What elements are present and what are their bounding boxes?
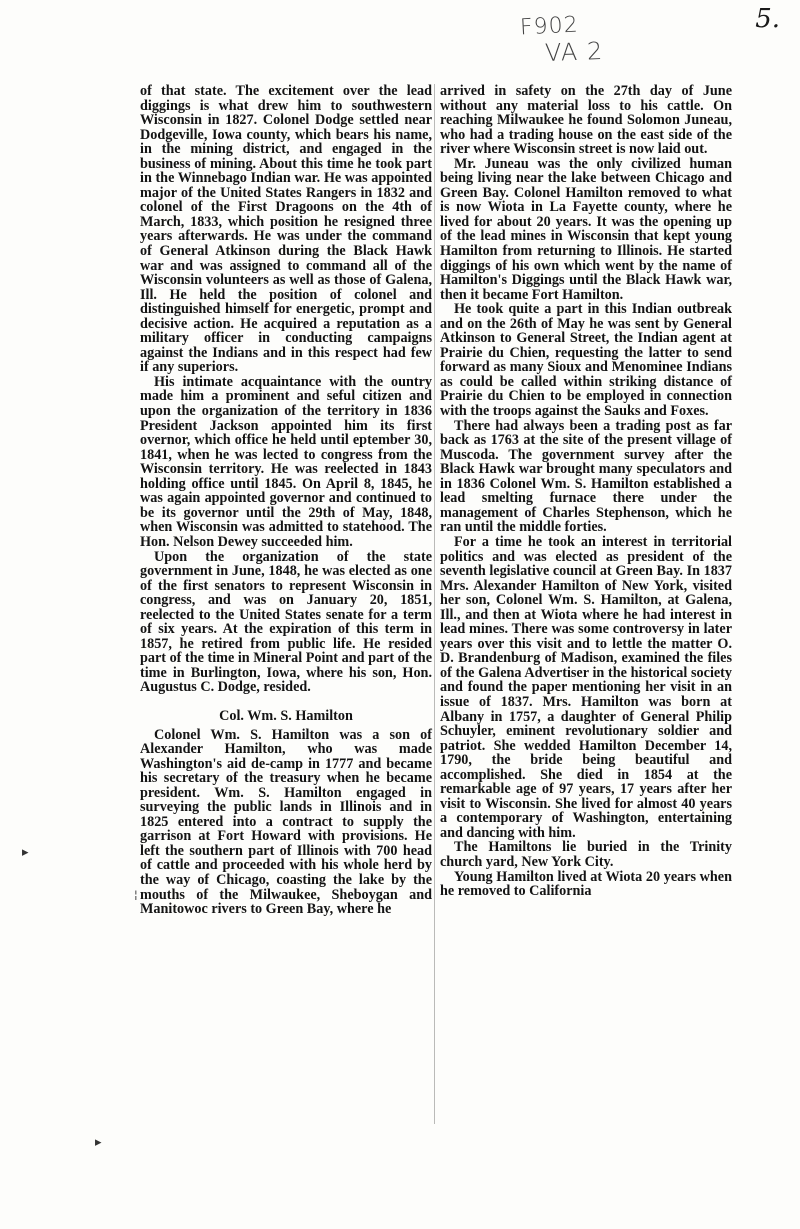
margin-mark: ¦ bbox=[134, 888, 138, 901]
article-paragraph: arrived in safety on the 27th day of June without any material loss to his cattle. On reaching Milwaukee he found Solomon Juneau, who had a trading house on the east side of the river where Wisconsin street is now laid out. bbox=[440, 83, 732, 158]
article-paragraph: The Hamiltons lie buried in the Trinity church yard, New York City. bbox=[440, 839, 732, 870]
article-paragraph: His intimate acquaintance with the ountry made him a prominent and seful citizen and upon the organization of the territory in 1836 President Jackson appointed him its first overnor, which office he held until eptember 30, 1841, when he was lected to congress from the Wisconsin territory. He was reelected in 1843 holding office until 1845. On April 8, 1845, he was again appointed governor and continued to be its governor until the 29th of May, 1848, when Wisconsin was admitted to statehood. The Hon. Nelson Dewey succeeded him. bbox=[140, 373, 432, 550]
page-number: 5. bbox=[755, 4, 780, 34]
handwritten-catalog-note: F902 bbox=[519, 12, 580, 41]
article-paragraph: Young Hamilton lived at Wiota 20 years when he removed to California bbox=[440, 868, 732, 900]
left-column bbox=[140, 84, 432, 917]
handwritten-volume-note: VA 2 bbox=[544, 36, 604, 68]
article-paragraph: of that state. The excitement over the lead diggings is what drew him to southwestern Wisconsin in 1827. Colonel Dodge settled near Dodgeville, Iowa county, which bears his name, in the mining district, and engaged in the business of mining. About this time he took part in the Winnebago Indian war. He was appointed major of the United States Rangers in 1832 and colonel of the First Dragoons on the 4th of March, 1833, which position he resigned three years afterwards. He was under the command of General Atkinson during the Black Hawk war and was assigned to command all of the Wisconsin volunteers as well as those of Galena, Ill. He held the position of colonel and distinguished himself for energetic, prompt and decisive action. He acquired a reputation as a military officer in conducting campaigns against the Indians and in this respect had few if any superiors. bbox=[140, 83, 432, 376]
article-paragraph: He took quite a part in this Indian outbreak and on the 26th of May he was sent by General Atkinson to General Street, the Indian agent at Prairie du Chien, requesting the latter to send forward as many Sioux and Menominee Indians as could be called within striking distance of Prairie du Chien to be employed in connection with the troops against the Sauks and Foxes. bbox=[440, 301, 732, 420]
column-divider bbox=[434, 84, 435, 1124]
article-paragraph: Colonel Wm. S. Hamilton was a son of Alexander Hamilton, who was made Washington's aid de-camp in 1777 and became his secretary of the treasury when he became president. Wm. S. Hamilton engaged in surveying the public lands in Illinois and in 1825 entered into a contract to supply the garrison at Fort Howard with provisions. He left the southern part of Illinois with 700 head of cattle and proceeded with his whole herd by the way of Chicago, coasting the lake by the mouths of the Milwaukee, Sheboygan and Manitowoc rivers to Green Bay, where he bbox=[140, 726, 432, 918]
article-paragraph: There had always been a trading post as far back as 1763 at the site of the present village of Muscoda. The government survey after the Black Hawk war brought many speculators and in 1836 Colonel Wm. S. Hamilton established a lead smelting furnace there under the management of Charles Stephenson, which he ran until the middle forties. bbox=[440, 417, 732, 536]
article-paragraph: For a time he took an interest in territorial politics and was elected as president of the seventh legislative council at Green Bay. In 1837 Mrs. Alexander Hamilton of New York, visited her son, Colonel Wm. S. Hamilton, at Galena, Ill., and then at Wiota where he had interest in lead mines. There was some controversy in later years over this visit and to lettle the matter O. D. Brandenburg of Madison, examined the files of the Galena Advertiser in the historical society and found the paper mentioning her visit in an issue of 1837. Mrs. Hamilton was born at Albany in 1757, a daughter of General Philip Schuyler, eminent revolutionary soldier and patriot. She wedded Hamilton December 14, 1790, the bride being beautiful and accomplished. She died in 1854 at the remarkable age of 97 years, 17 years after her visit to Wisconsin. She lived for almost 40 years a contemporary of Washington, entertaining and dancing with him. bbox=[440, 533, 732, 841]
margin-mark: ▸ bbox=[22, 845, 29, 860]
article-paragraph: Upon the organization of the state government in June, 1848, he was elected as one of the first senators to represent Wisconsin in congress, and was on January 20, 1851, reelected to the United States senate for a term of six years. At the expiration of this term in 1857, he retired from public life. He resided part of the time in Mineral Point and part of the time in Burlington, Iowa, where his son, Hon. Augustus C. Dodge, resided. bbox=[140, 548, 432, 696]
section-heading: Col. Wm. S. Hamilton bbox=[219, 707, 353, 724]
article-paragraph: Mr. Juneau was the only civilized human being living near the lake between Chicago and Green Bay. Colonel Hamilton removed to what is now Wiota in La Fayette county, where he lived for about 20 years. It was the opening up of the lead mines in Wisconsin that kept young Hamilton from returning to Illinois. He started diggings of his own which went by the name of Hamilton's Diggings until the Black Hawk war, then it became Fort Hamilton. bbox=[440, 155, 732, 303]
right-column bbox=[440, 84, 732, 899]
margin-mark: ▸ bbox=[95, 1135, 102, 1150]
